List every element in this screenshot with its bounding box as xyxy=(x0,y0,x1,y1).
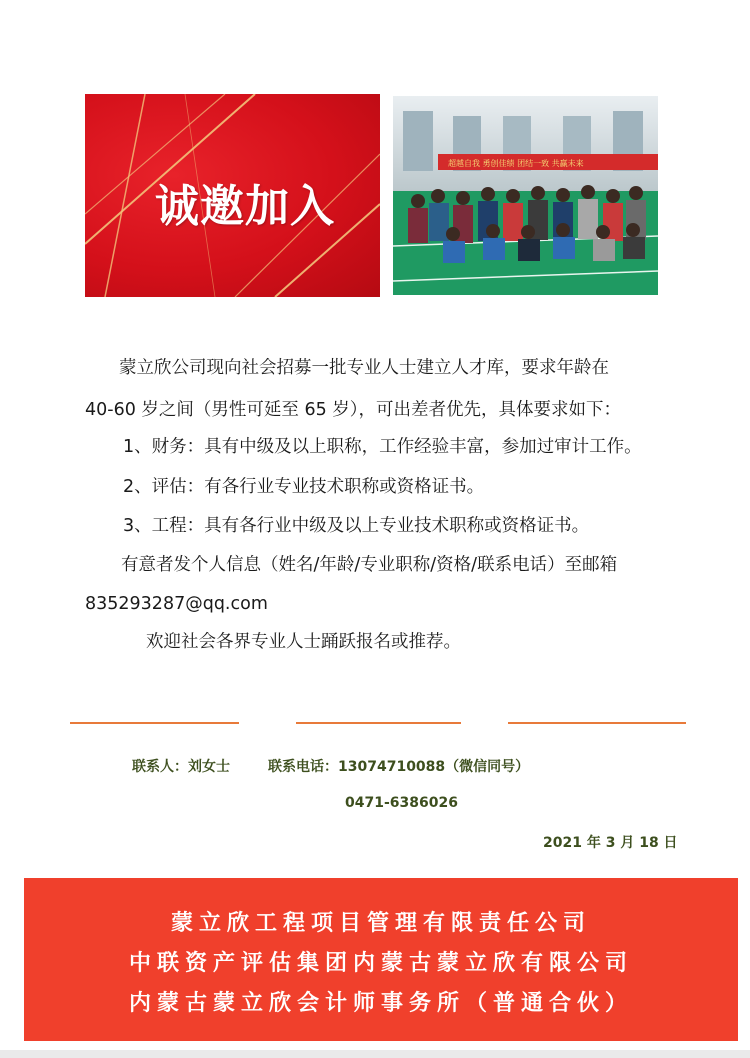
company-name-2: 中联资产评估集团内蒙古蒙立欣有限公司 xyxy=(128,951,633,976)
requirement-finance: 1、财务：具有中级及以上职称，工作经验丰富，参加过审计工作。 xyxy=(123,437,642,457)
contact-phone: 联系电话：13074710088（微信同号） xyxy=(268,759,530,775)
recruit-banner xyxy=(85,94,380,297)
contact-person: 联系人：刘女士 xyxy=(132,759,230,775)
team-photo xyxy=(393,96,658,295)
intro-line-2: 40-60 岁之间（男性可延至 65 岁），可出差者优先，具体要求如下： xyxy=(85,400,622,420)
divider-right xyxy=(508,722,686,724)
requirement-valuation: 2、评估：有各行业专业技术职称或资格证书。 xyxy=(123,477,485,497)
contact-phone-landline: 0471-6386026 xyxy=(345,795,458,811)
divider-middle xyxy=(296,722,461,724)
intro-line-1: 蒙立欣公司现向社会招募一批专业人士建立人才库，要求年龄在 xyxy=(119,358,609,378)
banner-title: 诚邀加入 xyxy=(155,181,335,232)
bottom-strip xyxy=(0,1050,750,1058)
company-name-3: 内蒙古蒙立欣会计师事务所（普通合伙） xyxy=(128,991,633,1016)
requirement-engineering: 3、工程：具有各行业中级及以上专业技术职称或资格证书。 xyxy=(123,516,590,536)
apply-instruction: 有意者发个人信息（姓名/年龄/专业职称/资格/联系电话）至邮箱 xyxy=(121,555,618,575)
welcome-line: 欢迎社会各界专业人士踊跃报名或推荐。 xyxy=(146,632,461,652)
company-name-1: 蒙立欣工程项目管理有限责任公司 xyxy=(170,911,591,936)
team-photo-illustration xyxy=(393,96,658,295)
issue-date: 2021 年 3 月 18 日 xyxy=(543,835,678,851)
contact-email: 835293287@qq.com xyxy=(85,594,268,614)
photo-sign-text: 超越自我 勇创佳绩 团结一致 共赢未来 xyxy=(448,159,584,168)
divider-left xyxy=(70,722,239,724)
company-footer xyxy=(24,878,738,1041)
